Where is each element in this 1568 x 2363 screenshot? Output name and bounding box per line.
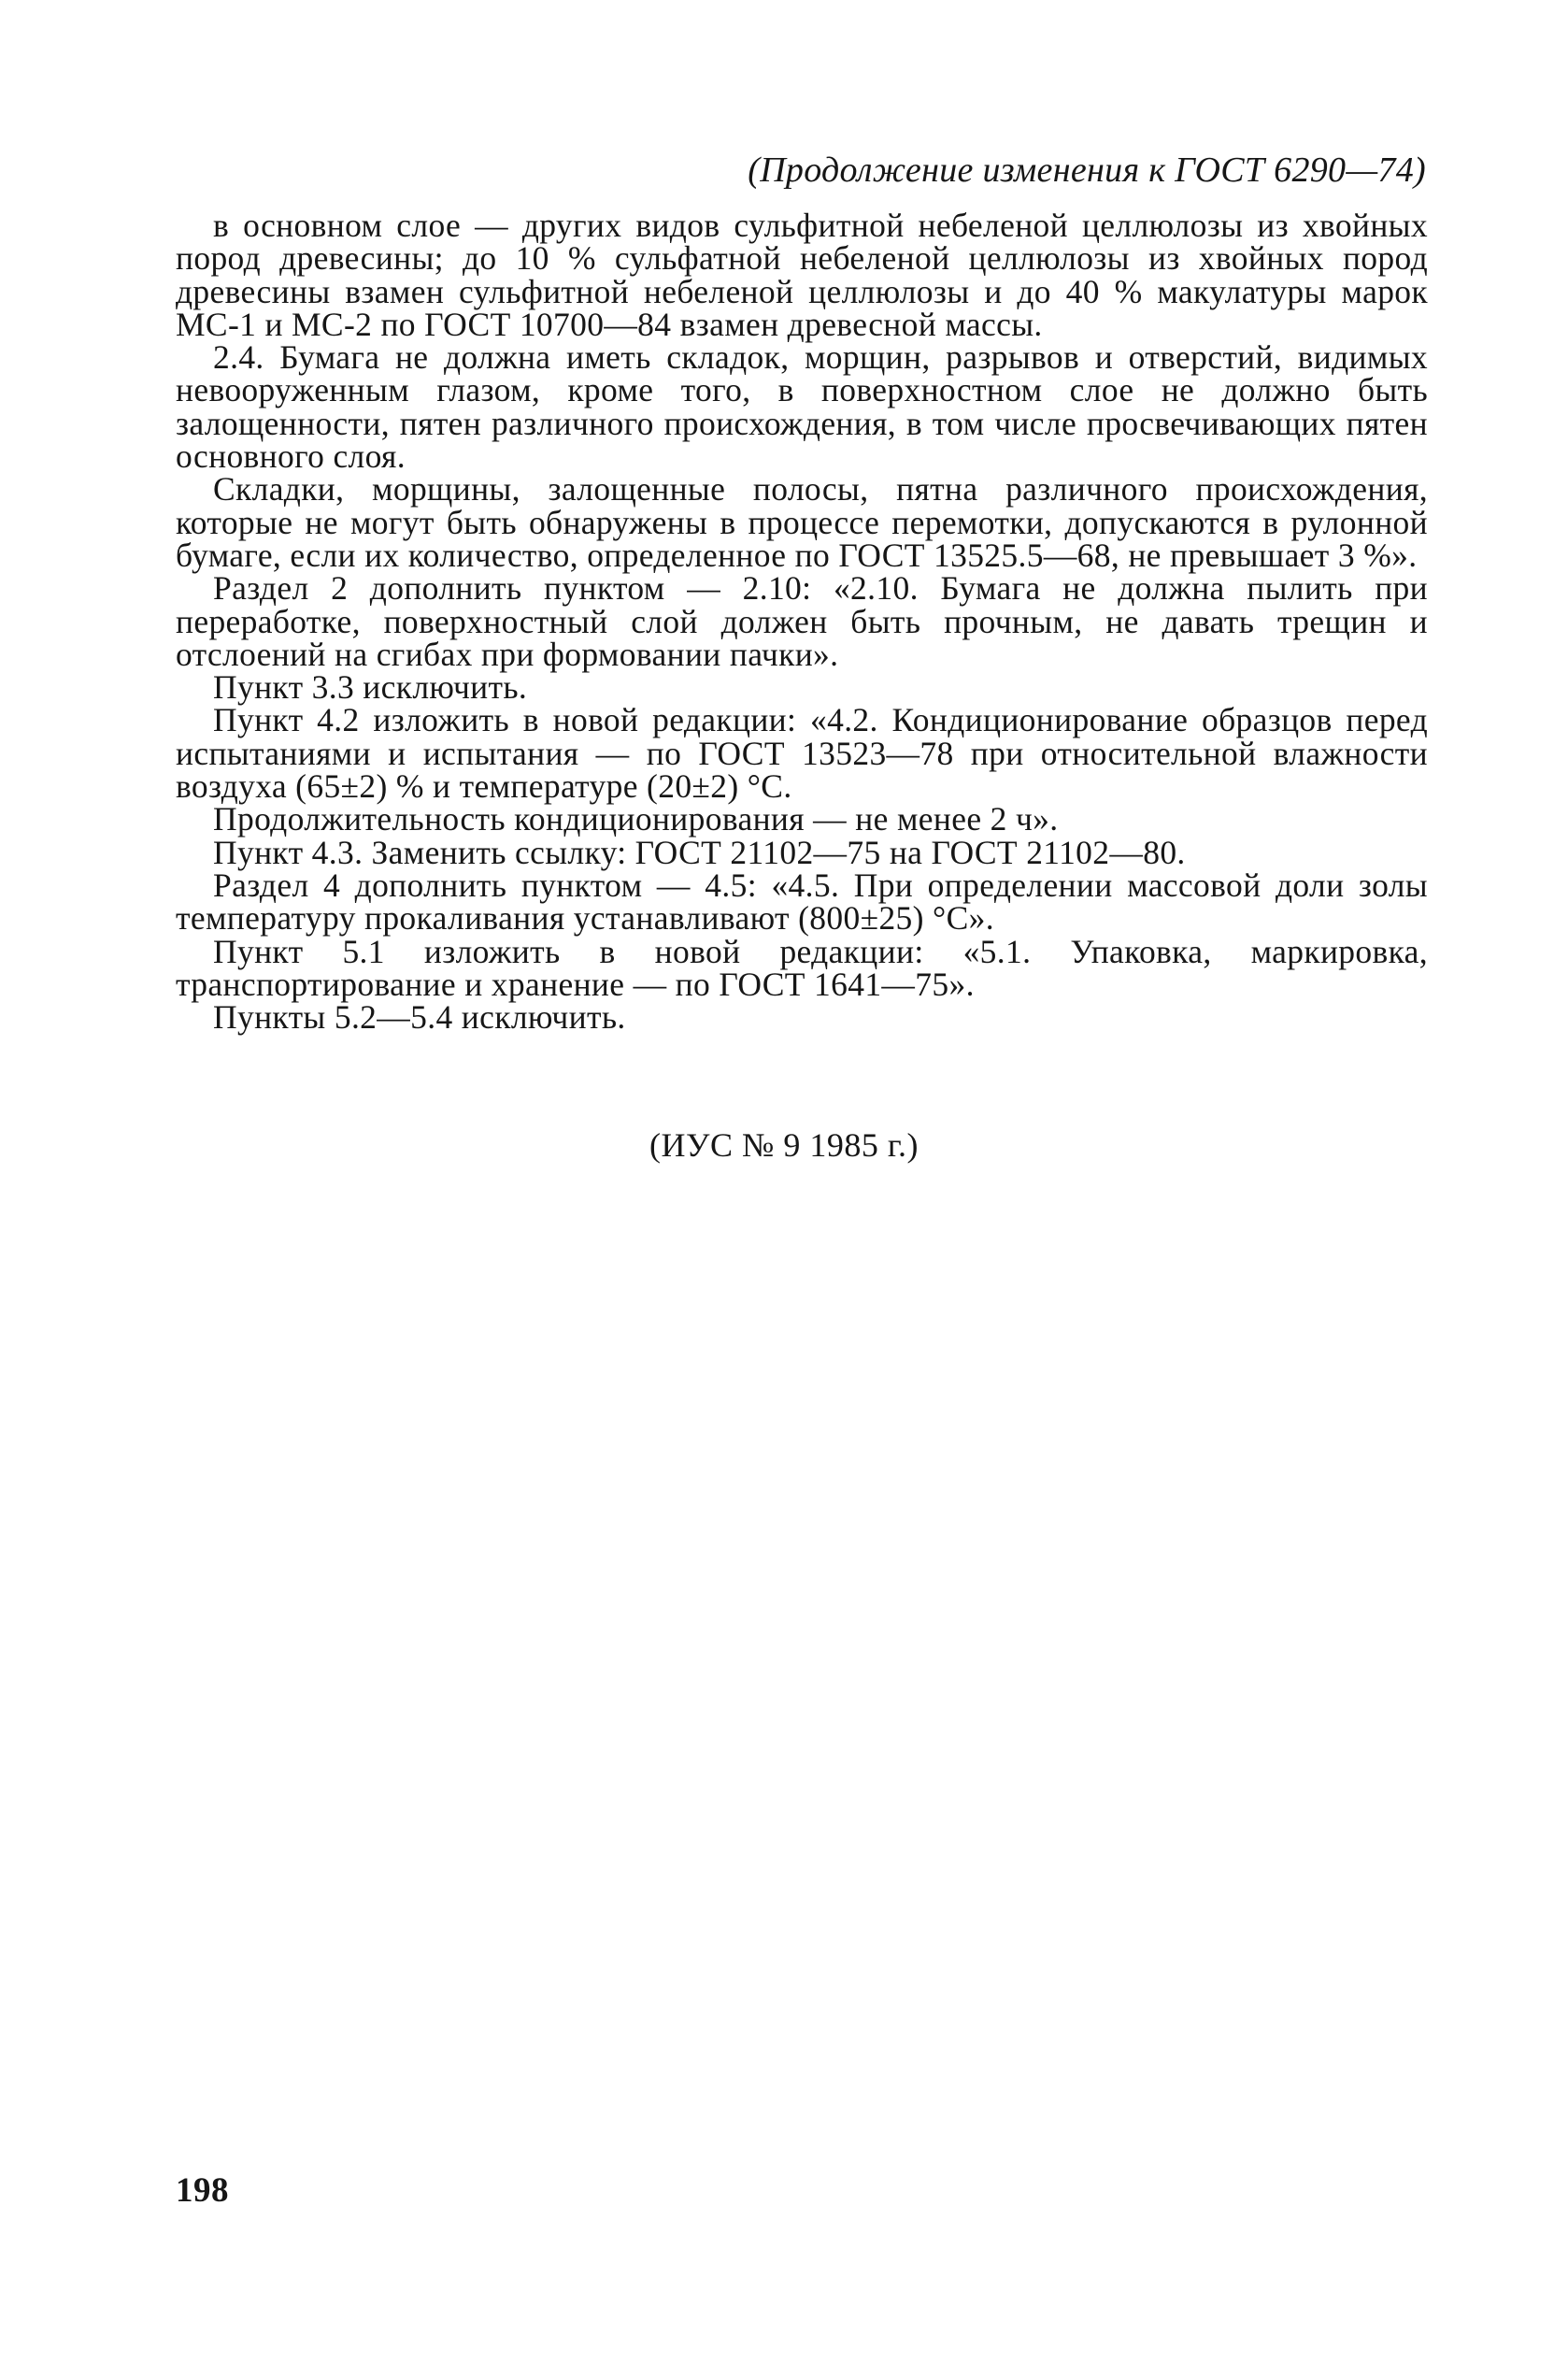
page-number: 198 [176, 2171, 229, 2210]
paragraph-continuation: в основном слое — других видов сульфитной небеленой целлюлозы из хвойных пород древесины; до 10 % сульфатной небеленой целлюлозы из хвойных пород древесины взамен сульфитной небеленой целлюлозы и до 40 % макулатуры марок МС-1 и МС-2 по ГОСТ 10700—84 взамен древесной массы. [176, 207, 1428, 343]
paragraph-2-4: 2.4. Бумага не должна иметь складок, морщин, разрывов и отверстий, видимых невооруженным глазом, кроме того, в поверхностном слое не должно быть залощенности, пятен различного происхождения, в том числе просвечивающих пятен основного слоя. [176, 338, 1428, 476]
paragraph-section-2-addition: Раздел 2 дополнить пунктом — 2.10: «2.10. Бумага не должна пылить при переработке, поверхностный слой должен быть прочным, не давать трещин и отслоений на сгибах при формовании пачки». [176, 569, 1428, 673]
paragraph-item-4-2: Пункт 4.2 изложить в новой редакции: «4.2. Кондиционирование образцов перед испытаниями и испытания — по ГОСТ 13523—78 при относительной влажности воздуха (65±2) % и температуре (20±2) °С. [176, 701, 1428, 806]
paragraph-conditioning-duration: Продолжительность кондиционирования — не менее 2 ч». [213, 800, 1059, 838]
source-reference: (ИУС № 9 1985 г.) [649, 1126, 919, 1164]
paragraph-item-3-3: Пункт 3.3 исключить. [213, 668, 528, 707]
paragraph-items-5-2-5-4: Пункты 5.2—5.4 исключить. [213, 998, 626, 1037]
paragraph-folds: Складки, морщины, залощенные полосы, пятна различного происхождения, которые не могут быть обнаружены в процессе перемотки, допускаются в рулонной бумаге, если их количество, определенное по ГОСТ 13525.5—68, не превышает 3 %». [176, 470, 1428, 574]
paragraph-section-4-addition: Раздел 4 дополнить пунктом — 4.5: «4.5. При определении массовой доли золы температуру прокаливания устанавливают (800±25) °С». [176, 866, 1428, 938]
paragraph-item-4-3: Пункт 4.3. Заменить ссылку: ГОСТ 21102—75 на ГОСТ 21102—80. [213, 833, 1186, 871]
document-body [176, 207, 1428, 1037]
paragraph-item-5-1: Пункт 5.1 изложить в новой редакции: «5.1. Упаковка, маркировка, транспортирование и хранение — по ГОСТ 1641—75». [176, 932, 1428, 1003]
page-header: (Продолжение изменения к ГОСТ 6290—74) [748, 150, 1426, 190]
